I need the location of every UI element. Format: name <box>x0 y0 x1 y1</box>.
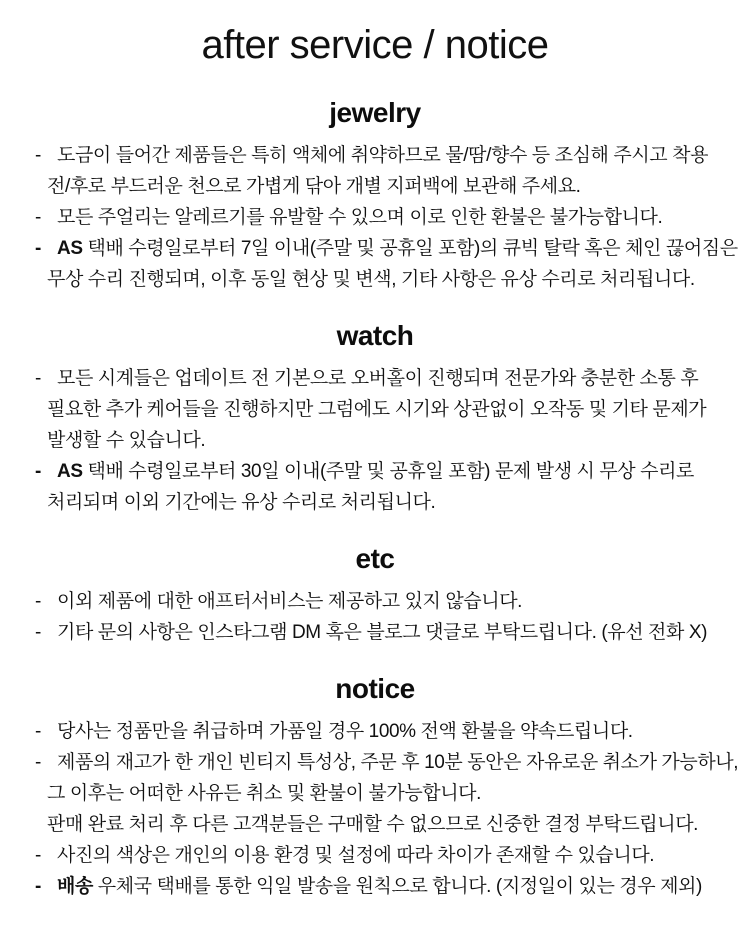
notice-item-continuation-line: 발생할 수 있습니다. <box>47 430 206 451</box>
notice-item-continuation-line: 전/후로 부드러운 천으로 가볍게 닦아 개별 지퍼백에 보관해 주세요. <box>47 176 581 197</box>
notice-item-line: - 모든 주얼리는 알레르기를 유발할 수 있으며 이로 인한 환불은 불가능합니다. <box>0 202 750 233</box>
bullet-dash: - <box>35 721 41 742</box>
bullet-dash: - <box>35 238 41 259</box>
notice-item-line: - 배송 우체국 택배를 통한 익일 발송을 원칙으로 합니다. (지정일이 있는 경우 제외) <box>0 871 750 902</box>
bullet-dash: - <box>35 591 41 612</box>
bold-prefix: 배송 <box>57 876 98 897</box>
notice-item <box>0 363 750 456</box>
notice-item-continuation-line: 무상 수리 진행되며, 이후 동일 현상 및 변색, 기타 사항은 유상 수리로 처리됩니다. <box>47 269 695 290</box>
bullet-dash: - <box>35 207 41 228</box>
bullet-dash: - <box>35 845 41 866</box>
bullet-dash: - <box>35 876 41 897</box>
section-heading-etc: etc <box>355 543 395 574</box>
notice-item-line: - 도금이 들어간 제품들은 특히 액체에 취약하므로 물/땀/향수 등 조심해 주시고 착용 <box>0 140 750 171</box>
notice-item-continuation-line: 처리되며 이외 기간에는 유상 수리로 처리됩니다. <box>47 492 436 513</box>
notice-item <box>0 233 750 295</box>
notice-item <box>0 871 750 902</box>
notice-item <box>0 840 750 871</box>
notice-item-line: - 기타 문의 사항은 인스타그램 DM 혹은 블로그 댓글로 부탁드립니다. (유선 전화 X) <box>0 617 750 648</box>
notice-item <box>0 586 750 617</box>
notice-item <box>0 747 750 840</box>
bold-prefix: AS <box>57 238 88 259</box>
notice-item-continuation-line: 그 이후는 어떠한 사유든 취소 및 환불이 불가능합니다. <box>47 783 482 804</box>
page-title: after service / notice <box>201 23 549 67</box>
notice-item-line: - 이외 제품에 대한 애프터서비스는 제공하고 있지 않습니다. <box>0 586 750 617</box>
bullet-dash: - <box>35 145 41 166</box>
notice-item-line: - 모든 시계들은 업데이트 전 기본으로 오버홀이 진행되며 전문가와 충분한 소통 후 <box>0 363 750 394</box>
section-heading-watch: watch <box>336 320 414 351</box>
bullet-dash: - <box>35 622 41 643</box>
notice-item-line: - AS 택배 수령일로부터 7일 이내(주말 및 공휴일 포함)의 큐빅 탈락 혹은 체인 끊어짐은 <box>0 233 750 264</box>
section-etc <box>0 544 750 648</box>
section-heading-jewelry: jewelry <box>329 97 421 128</box>
bullet-dash: - <box>35 461 41 482</box>
section-jewelry <box>0 98 750 295</box>
bold-prefix: AS <box>57 461 88 482</box>
notice-item-line: - 제품의 재고가 한 개인 빈티지 특성상, 주문 후 10분 동안은 자유로운 취소가 가능하나, <box>0 747 750 778</box>
section-heading-notice: notice <box>335 673 415 704</box>
bullet-dash: - <box>35 752 41 773</box>
notice-item <box>0 456 750 518</box>
notice-item <box>0 716 750 747</box>
section-watch <box>0 321 750 518</box>
bullet-dash: - <box>35 368 41 389</box>
notice-item <box>0 202 750 233</box>
notice-item-continuation-line: 필요한 추가 케어들을 진행하지만 그럼에도 시기와 상관없이 오작동 및 기타 문제가 <box>47 399 707 420</box>
notice-item-line: - 사진의 색상은 개인의 이용 환경 및 설정에 따라 차이가 존재할 수 있습니다. <box>0 840 750 871</box>
notice-item-line: - 당사는 정품만을 취급하며 가품일 경우 100% 전액 환불을 약속드립니다. <box>0 716 750 747</box>
notice-item <box>0 617 750 648</box>
notice-item <box>0 140 750 202</box>
notice-item-line: - AS 택배 수령일로부터 30일 이내(주말 및 공휴일 포함) 문제 발생 시 무상 수리로 <box>0 456 750 487</box>
sections <box>0 98 750 902</box>
notice-item-continuation-line: 판매 완료 처리 후 다른 고객분들은 구매할 수 없으므로 신중한 결정 부탁드립니다. <box>47 814 699 835</box>
section-notice <box>0 674 750 902</box>
